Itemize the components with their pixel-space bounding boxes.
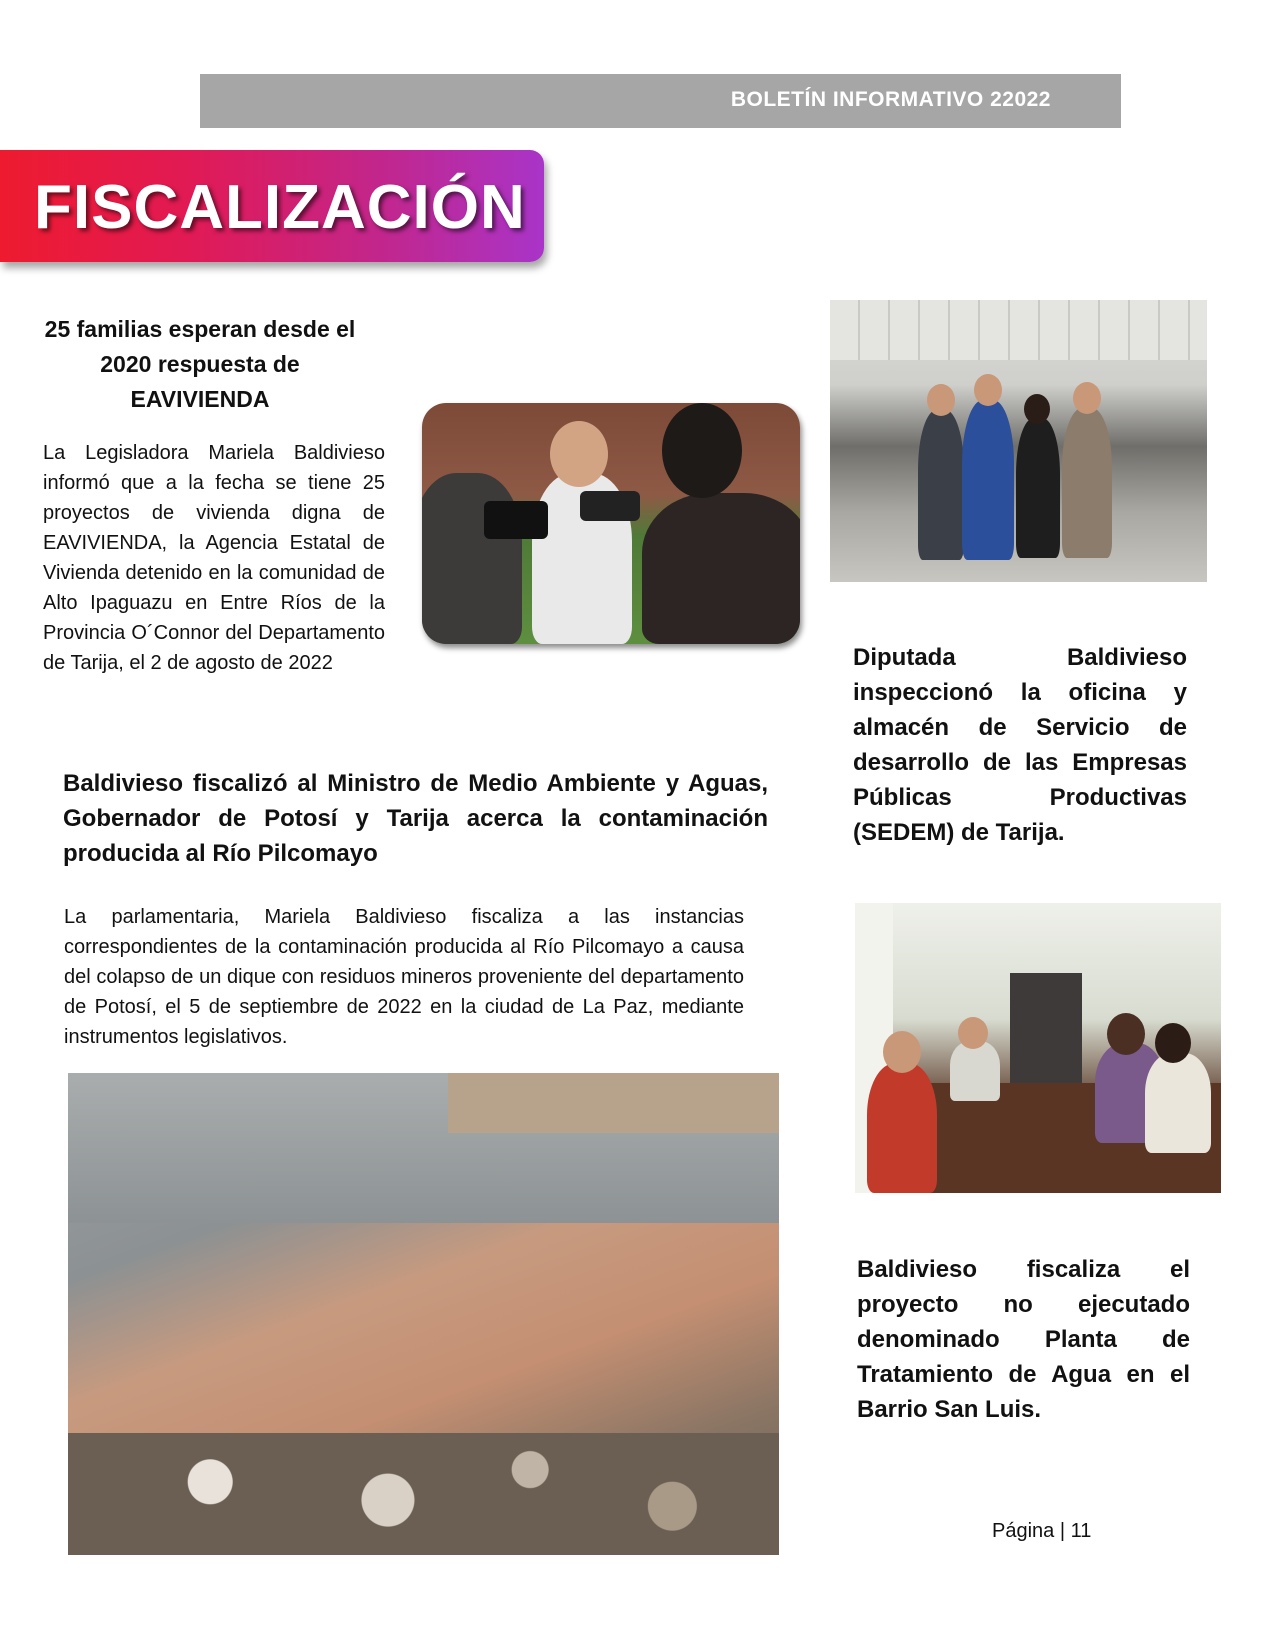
sedem-office-photo xyxy=(830,300,1207,582)
article-eavivienda-body: La Legisladora Mariela Baldivieso informó que a la fecha se tiene 25 proyectos de vivienda digna de EAVIVIENDA, la Agencia Estatal de Vivienda detenido en la comunidad de Alto Ipaguazu en Entre Ríos de la Provincia O´Connor del Departamento de Tarija, el 2 de agosto de 2022 xyxy=(43,442,385,674)
header-bar xyxy=(200,74,1121,128)
bulletin-title: BOLETÍN INFORMATIVO 22022 xyxy=(730,88,1051,111)
pilcomayo-river-photo xyxy=(68,1073,779,1555)
interview-photo xyxy=(422,403,800,644)
planta-tratamiento-caption: Baldivieso fiscaliza el proyecto no ejecutado denominado Planta de Tratamiento de Agua en el Barrio San Luis. xyxy=(857,1256,1190,1423)
section-title: FISCALIZACIÓN xyxy=(34,173,526,242)
sedem-inspection-caption: Diputada Baldivieso inspeccionó la oficina y almacén de Servicio de desarrollo de las Empresas Públicas Productivas (SEDEM) de Tarija. xyxy=(853,644,1187,846)
page-number: Página | 11 xyxy=(992,1520,1092,1542)
section-banner xyxy=(0,150,544,262)
meeting-photo xyxy=(855,903,1221,1193)
article-eavivienda-headline: 25 familias esperan desde el 2020 respuesta de EAVIVIENDA xyxy=(44,316,356,412)
article-pilcomayo-headline: Baldivieso fiscalizó al Ministro de Medio Ambiente y Aguas, Gobernador de Potosí y Tarija acerca la contaminación producida al Río Pilcomayo xyxy=(63,770,768,867)
article-pilcomayo-body: La parlamentaria, Mariela Baldivieso fiscaliza a las instancias correspondientes de la contaminación producida al Río Pilcomayo a causa del colapso de un dique con residuos mineros proveniente del departamento de Potosí, el 5 de septiembre de 2022 en la ciudad de La Paz, mediante instrumentos legislativos. xyxy=(64,906,744,1048)
